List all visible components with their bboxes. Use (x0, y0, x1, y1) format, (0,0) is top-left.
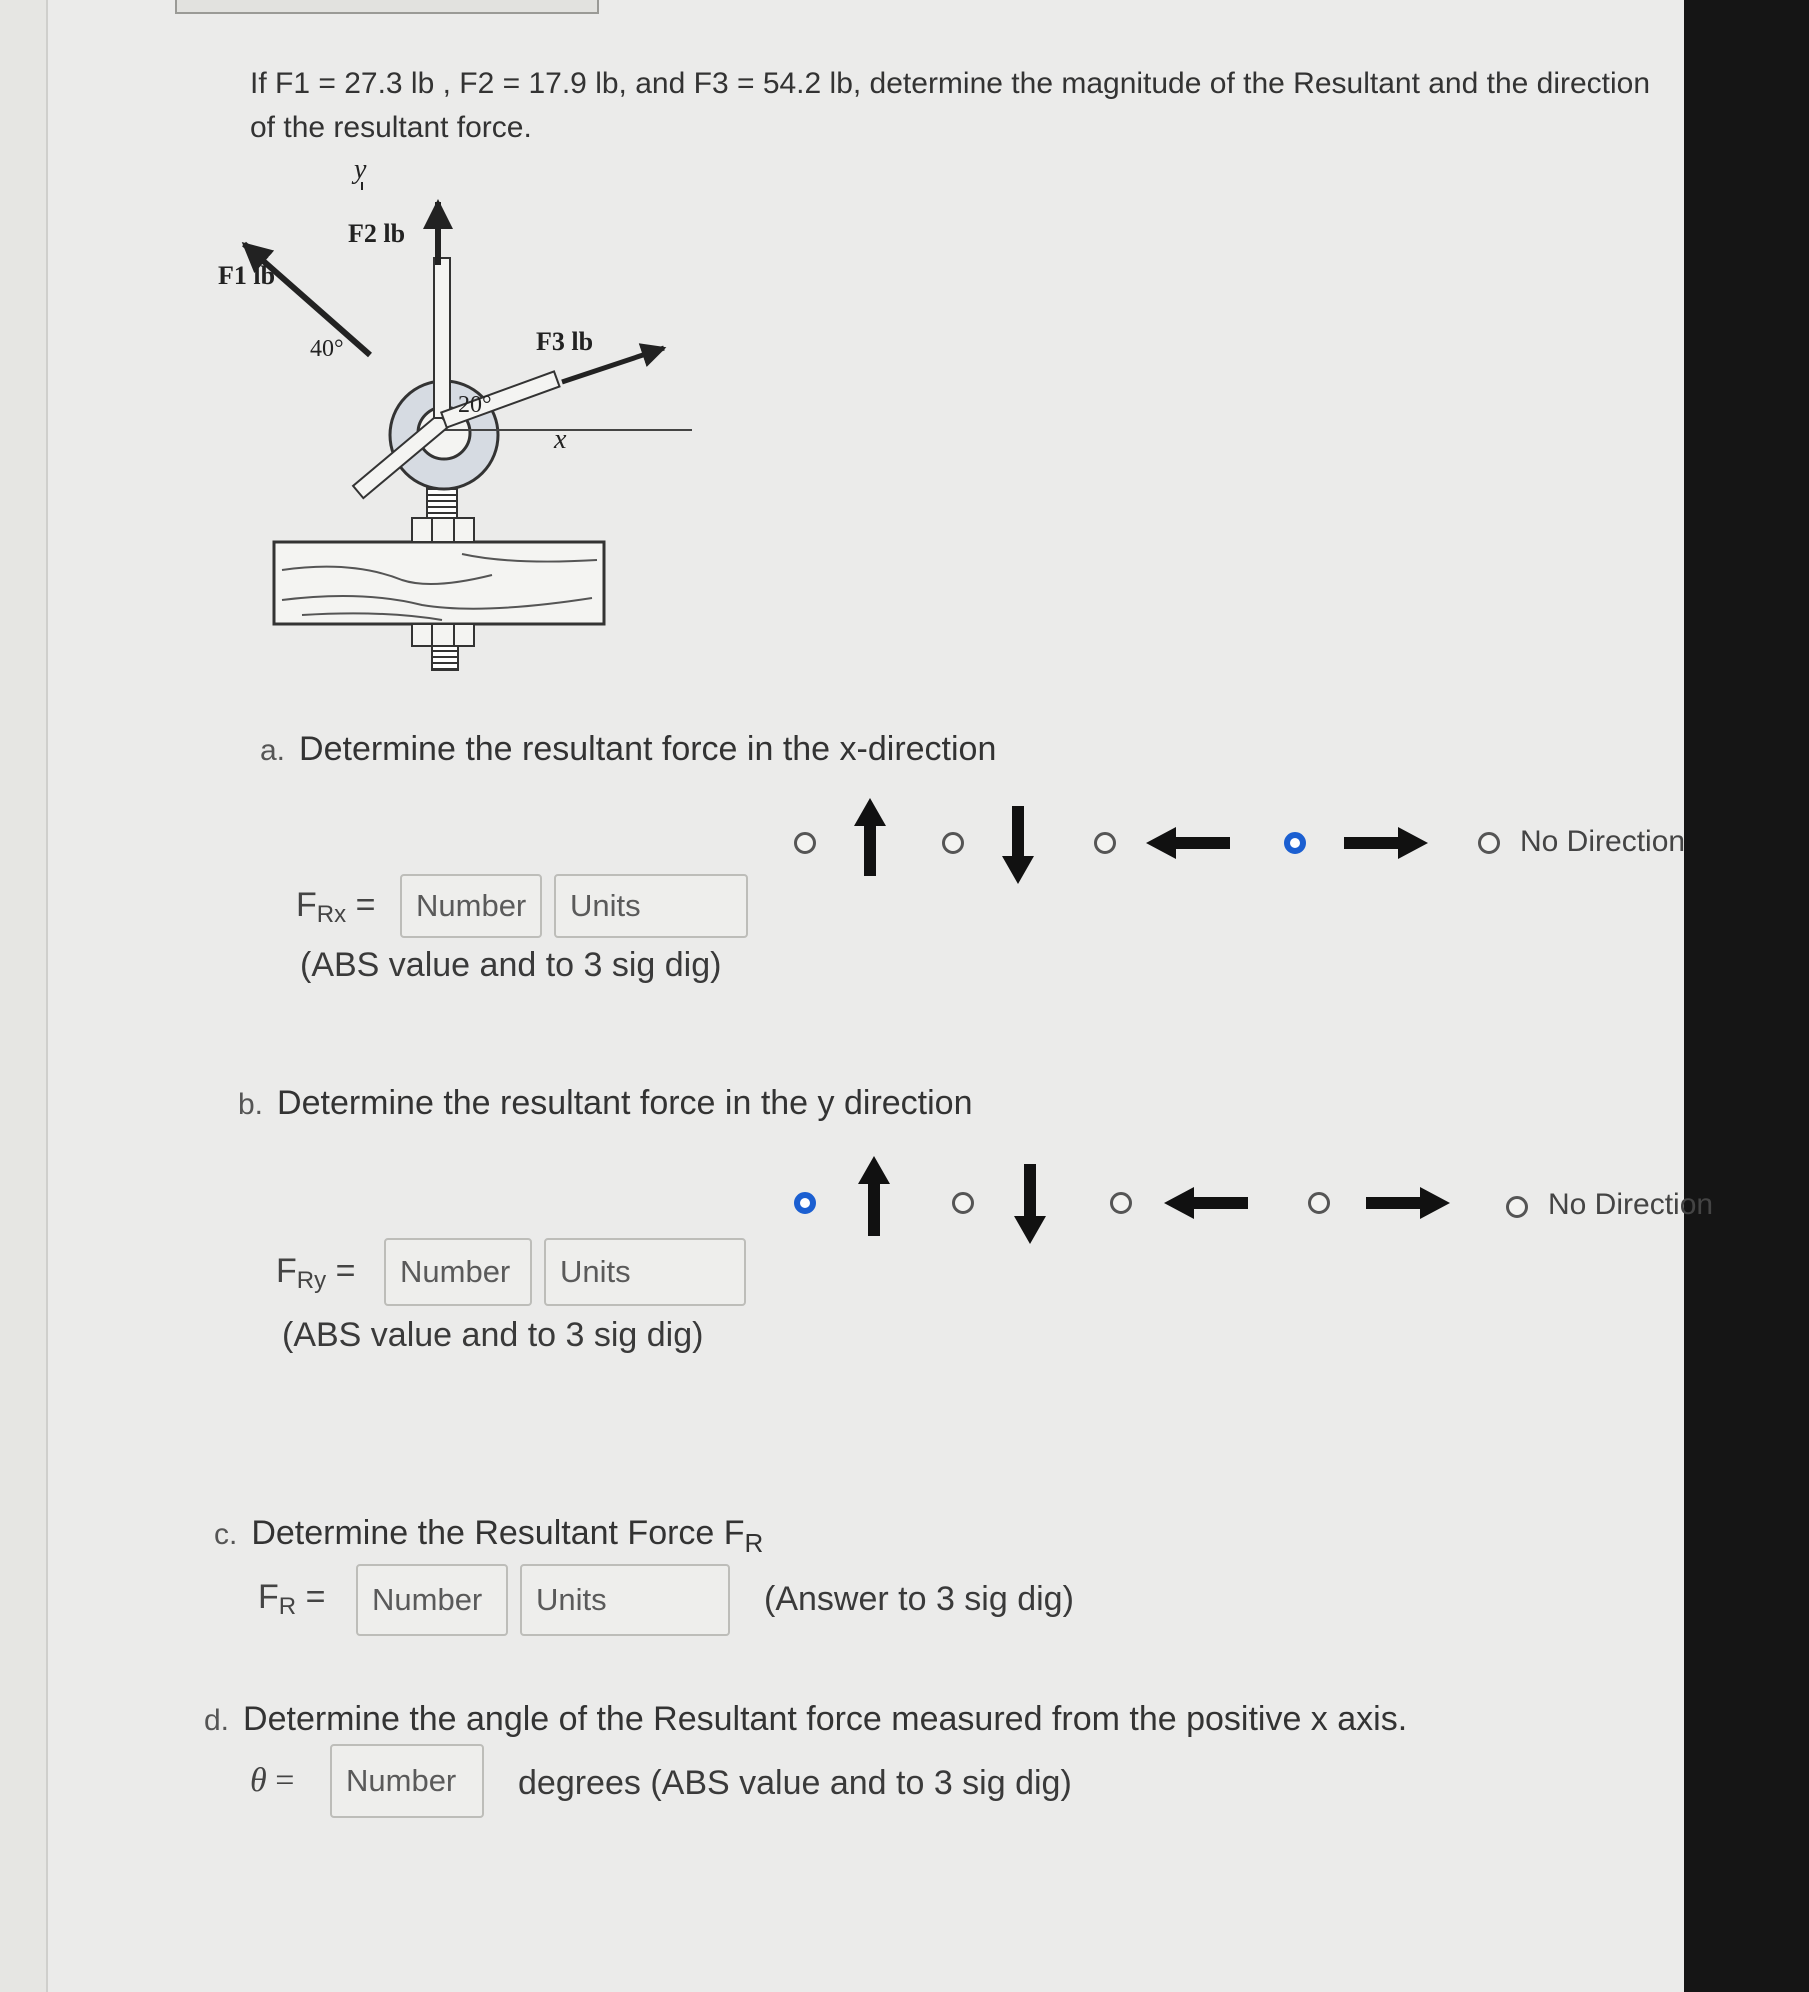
part-b-equation-label: $F_{Ry}$ = (276, 1252, 356, 1294)
y-axis-label: y (354, 154, 367, 185)
part-b-number-input[interactable]: Number (384, 1238, 532, 1306)
part-a-note: (ABS value and to 3 sig dig) (300, 946, 722, 984)
part-c-equation-label: $F_R$ = (258, 1578, 326, 1620)
part-d-equation-label: θ = (250, 1762, 295, 1799)
part-b-left-arrow-icon[interactable] (1164, 1186, 1248, 1220)
part-a-units-input[interactable]: Units (554, 874, 748, 938)
part-a-question: a. Determine the resultant force in the x-direction (260, 730, 997, 768)
part-b-units-input[interactable]: Units (544, 1238, 746, 1306)
part-d-number-input[interactable]: Number (330, 1744, 484, 1818)
part-d-note: degrees (ABS value and to 3 sig dig) (518, 1764, 1072, 1802)
part-a-radio-no-direction[interactable] (1478, 832, 1500, 854)
angle-40-label: 40° (310, 336, 344, 362)
part-b-radio-left[interactable] (1110, 1192, 1132, 1214)
part-b-radio-right[interactable] (1308, 1192, 1330, 1214)
part-b-down-arrow-icon[interactable] (1012, 1164, 1048, 1244)
part-a-radio-down[interactable] (942, 832, 964, 854)
f2-label: F2 lb (348, 219, 406, 248)
part-a-right-arrow-icon[interactable] (1344, 826, 1428, 860)
screen-edge (1684, 0, 1809, 1992)
part-a-equation-label: $F_{Rx}$ = (296, 886, 376, 928)
part-a-up-arrow-icon[interactable] (852, 798, 888, 876)
part-c-note: (Answer to 3 sig dig) (764, 1580, 1074, 1618)
part-a-radio-right[interactable] (1284, 832, 1306, 854)
part-b-up-arrow-icon[interactable] (856, 1156, 892, 1236)
part-b-note: (ABS value and to 3 sig dig) (282, 1316, 704, 1354)
part-b-radio-up[interactable] (794, 1192, 816, 1214)
angle-20-label: 20° (458, 392, 492, 418)
part-a-radio-up[interactable] (794, 832, 816, 854)
x-axis-label: x (554, 424, 567, 455)
part-c-question: c. Determine the Resultant Force $F_R$ (214, 1514, 764, 1558)
part-c-number-input[interactable]: Number (356, 1564, 508, 1636)
top-tab-bar (175, 0, 599, 14)
part-d-question: d. Determine the angle of the Resultant force measured from the positive x axis. (204, 1700, 1408, 1738)
part-b-right-arrow-icon[interactable] (1366, 1186, 1450, 1220)
part-a-no-direction-label: No Direction (1520, 825, 1686, 858)
part-a-left-arrow-icon[interactable] (1146, 826, 1230, 860)
force-diagram (218, 150, 782, 680)
part-a-down-arrow-icon[interactable] (1000, 806, 1036, 884)
f3-label: F3 lb (536, 327, 594, 356)
f1-label: F1 lb (218, 261, 276, 290)
part-b-no-direction-label: No Direction (1548, 1188, 1714, 1221)
part-a-number-input[interactable]: Number (400, 874, 542, 938)
part-b-question: b. Determine the resultant force in the y direction (238, 1084, 973, 1122)
part-a-radio-left[interactable] (1094, 832, 1116, 854)
problem-statement: If F1 = 27.3 lb , F2 = 17.9 lb, and F3 = 54.2 lb, determine the magnitude of the Resultant and the direction of the resultant force. (250, 67, 1651, 144)
part-b-radio-no-direction[interactable] (1506, 1196, 1528, 1218)
part-b-radio-down[interactable] (952, 1192, 974, 1214)
part-c-units-input[interactable]: Units (520, 1564, 730, 1636)
